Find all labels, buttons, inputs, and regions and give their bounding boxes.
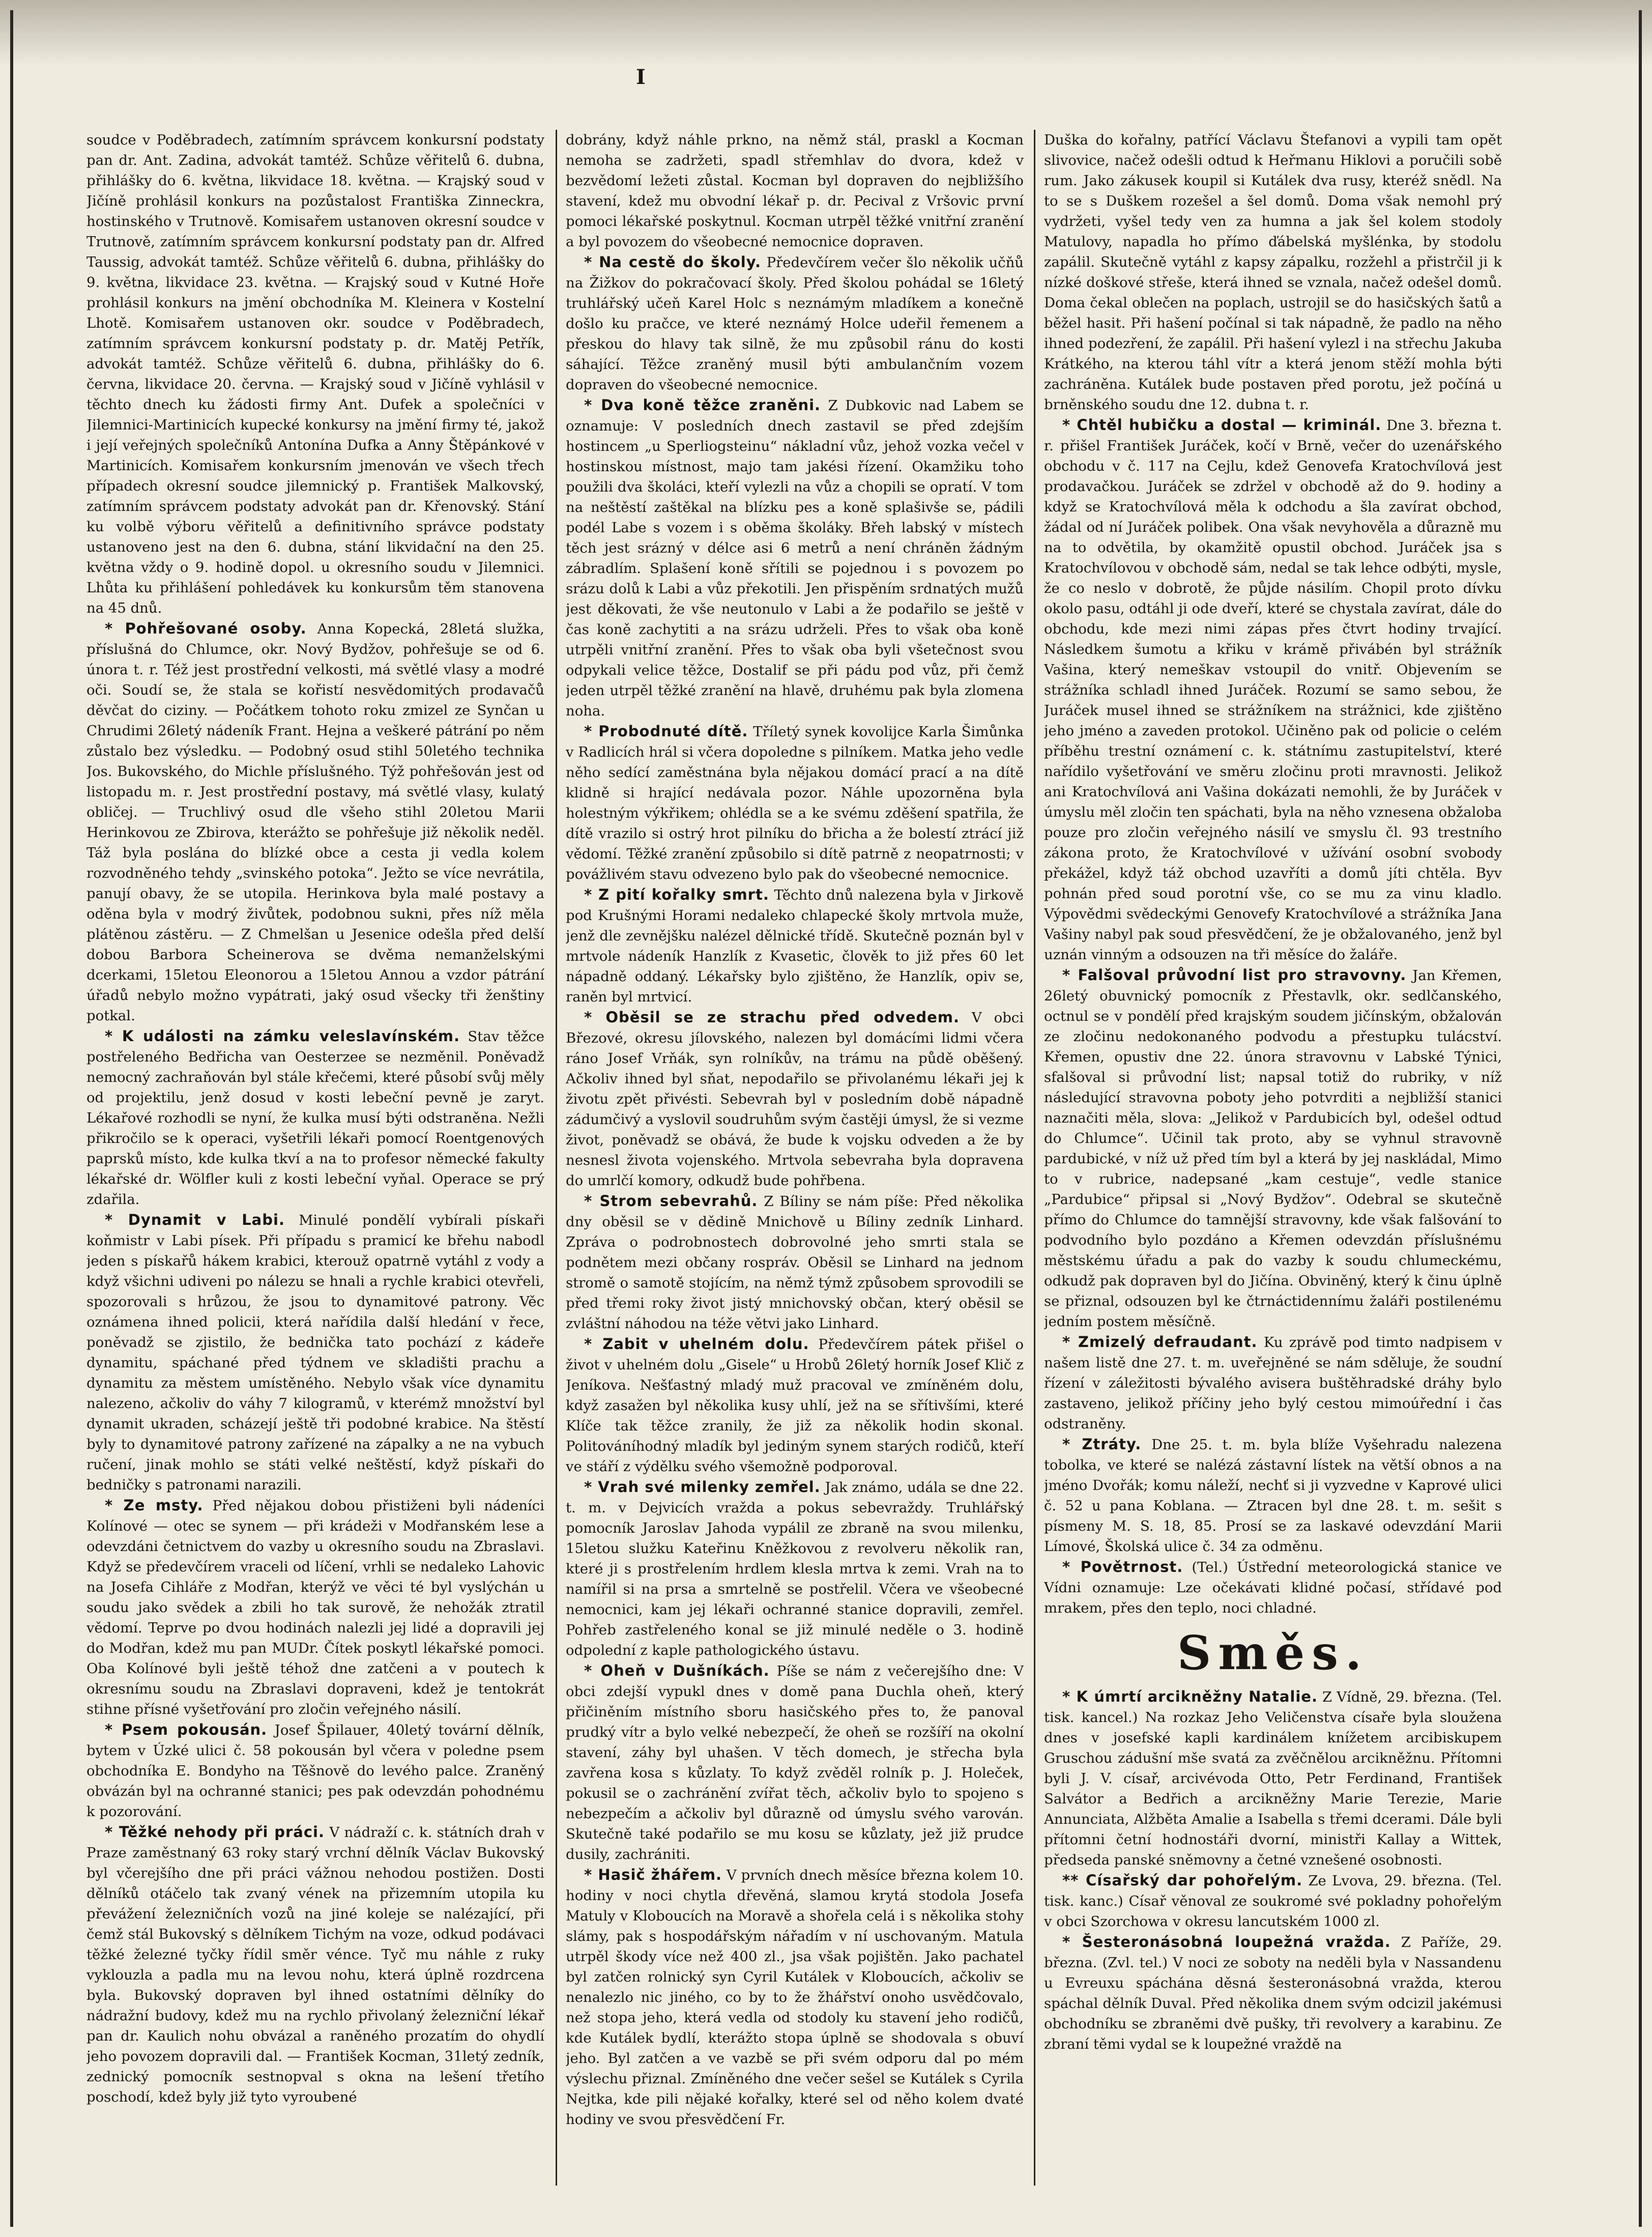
news-item-text: Ku zprávě pod timto nadpisem v našem listě dne 27. t. m. uveřejněné se nám sděluje, že soudní řízení v záležitosti bývalého avisera buštěhradské dráhy bylo zastaveno, jelikož příčiny jeho bylý cestou mimoúřední i čas odstraněny. — [1044, 1334, 1502, 1432]
news-item-heading: * K události na zámku veleslavínském. — [105, 1027, 460, 1045]
news-item — [1044, 1557, 1502, 1618]
news-item-heading: * Povětrnost. — [1062, 1558, 1183, 1575]
news-item-text: Ze Lvova, 29. března. (Tel. tisk. kanc.) Císař věnoval ze soukromé své pokladny pohořelým v obci Szorchowa v okresu lancutském 1000 zl. — [1044, 1873, 1502, 1930]
news-item-heading: * Dynamit v Labi. — [105, 1211, 285, 1228]
news-item — [1044, 1434, 1502, 1557]
news-item-heading: * Z pití kořalky smrt. — [584, 886, 769, 903]
news-item — [566, 721, 1024, 884]
news-item — [1044, 415, 1502, 965]
newspaper-columns — [86, 130, 1501, 2186]
news-item — [566, 1660, 1024, 1865]
column-1 — [86, 130, 544, 2186]
news-item-text: Tříletý synek kovolijce Karla Šimůnka v Radlicích hrál si včera dopoledne s pilníkem. Matka jeho vedle něho sedící zaměstnána byla nějakou domácí prací a na dítě klidně si hrající nedávala pozor. Náhle upozorněna byla holestným výkřikem; ohlédla se a ke svému zděšení spatřila, že dítě vrazilo si ostrý hrot pilníku do břicha a že bolestí ztrácí již vědomí. Těžké zranění způsobilo si dítě patrně z neopatrnosti; v povážlivém stavu odvezeno bylo pak do všeobecné nemocnice. — [566, 724, 1024, 882]
news-item-text: Před nějakou dobou přistiženi byli nádeníci Kolínové — otec se synem — při krádeži v Modřanském lese a odevzdáni četnictvem do vazby u okresního soudu na Zbraslavi. Když se předevčírem vraceli od líčení, vrhli se nedaleko Lahovic na Josefa Cihláře z Modřan, kterýž ve věci té byl vyslýchán u soudu jako svědek a zbili ho tak surově, že nehožák ztratil vědomí. Teprve po dvou hodinách nalezli jej lidé a dopravili jej do Modřan, kdež mu pan MUDr. Čítek poskytl lékařské pomoci. Oba Kolínové byli ještě téhož dne zatčeni a v poutech k okresnímu soudu na Zbraslavi dopraveni, kdež je tentokrát stihne přísné vyšetřování pro zločin veřejného násilí. — [86, 1498, 544, 1717]
news-item — [1044, 130, 1502, 415]
news-item-text: Dne 3. března t. r. přišel František Juráček, kočí v Brně, večer do uzenářského obchodu v č. 117 na Cejlu, kdež Genovefa Kratochvílová jest prodavačkou. Juráček se zdržel v obchodě až do 9. hodiny a když se Kratochvílová měla k odchodu a šla zavírat obchod, žádal od ní Juráček polibek. Ona však nevyhověla a důrazně mu na to odvětila, by okamžitě opustil obchod. Juráček jsa s Kratochvílovou v obchodě sám, nedal se tak lehce odbýti, mysle, že co neslo v dobrotě, že půjde násilím. Chopil proto dívku okolo pasu, odtáhl ji ode dveří, které se chystala zavírat, dále do obchodu, kde mezi nimi zápas přes čtvrt hodiny trvající. Následkem šumotu a křiku v krámě přivábén byl strážník Vašina, který nemeškav vstoupil do vnitř. Objevením se strážníka schladl ihned Juráček. Rozumí se samo sebou, že Juráček musel ihned se strážníkem na strážnici, kde zjištěno jeho jméno a zaveden protokol. Učiněno pak od policie o celém příběhu trestní oznámení c. k. státnímu zastupitelství, které nařídilo vyšetřování ve směru zločinu proti mravnosti. Jelikož ani Kratochvílová ani Vašina dokázati nemohli, že by Juráček v úmyslu měl zločin ten spáchati, byla na něho vznesena obžaloba pouze pro zločin veřejného násilí ve smyslu čl. 93 trestního zákona proto, že Kratochvílové v užívání osobní svobody překážel, když táž obchod uzavříti a domů jíti chtěla. Byv pohnán před soud porotní vše, co se mu za vinu kladlo. Výpovědmi svědeckými Genovefy Kratochvílové a strážníka Jana Vašiny nabyl pak soud přesvědčení, že je obžalovaného, jenž byl uznán vinným a odsouzen na tři měsíce do žaláře. — [1044, 417, 1502, 963]
news-item-heading: * Oheň v Dušníkách. — [584, 1662, 770, 1679]
news-item-heading: * Falšoval průvodní list pro stravovny. — [1062, 966, 1407, 984]
news-item-heading: * K úmrtí arcikněžny Natalie. — [1062, 1688, 1318, 1705]
news-item-text: Duška do kořalny, patřící Václavu Štefanovi a vypili tam opět slivovice, načež odešli odtud k Heřmanu Hiklovi a poručili sobě rum. Jako zákusek koupil si Kutálek dva rusy, kteréž snědl. Na to se s Duškem rozešel a šel domů. Doma však nemohl prý vydržeti, vyšel tedy ven za humna a jak šel kolem stodoly Matulovy, napadla ho přímo ďábelská myšlénka, by stodolu zapálil. Skutečně vytáhl z kapsy zápalku, rozžehl a přistrčil ji k nízké doškové střeše, která ihned se vznala, načež odešel domů. Doma čekal oblečen na poplach, ustrojil se do hasičských šatů a běžel hasit. Při hašení počínal si tak nápadně, že padlo na něho ihned podezření, že zapálil. Při hašení vylezl i na střechu Jakuba Krátkého, na kterou táhl vítr a která jenom stěží mohla býti zachráněna. Kutálek bude postaven před porotu, jež počíná u brněnského soudu dne 12. dubna t. r. — [1044, 132, 1502, 413]
news-item-text: Píše se nám z večerejšího dne: V obci zdejší vypukl dnes v domě pana Duchla oheň, který přičiněním místního sboru hasičského přes to, že panoval prudký vítr a bylo velké nebezpečí, že oheň se rozšíří na okolní stavení, záhy byl uhašen. V těch domech, je střecha byla zavřena kosa s kůzlaty. To když zvěděl rolník p. J. Holeček, pokusil se o zachránění zvířat těch, ačkoliv bylo to spojeno s nebezpečím a ačkoliv byl důrazně od úmyslu svého varován. Skutečně také podařilo se mu kosu se kůzlaty, jež již prudce dusily, zachrániti. — [566, 1663, 1024, 1862]
news-item-heading: * Ze msty. — [105, 1497, 204, 1514]
news-item — [566, 252, 1024, 395]
news-item-heading: * Strom sebevrahů. — [584, 1192, 758, 1210]
news-item-heading: * Zabit v uhelném dolu. — [584, 1335, 809, 1353]
news-item — [566, 1334, 1024, 1477]
column-3 — [1044, 130, 1502, 2186]
news-item-heading: * Šesteronásobná loupežná vražda. — [1062, 1933, 1391, 1951]
news-item-text: Z Paříže, 29. března. (Zvl. tel.) V noci ze soboty na neděli byla v Nassandenu u Evreuxu spáchána děsná šesteronásobná vražda, kterou spáchal dělník Duval. Před několika dnem svým odcizil jakémusi obchodníku se zbraněmi dvě pušky, tři revolvery a karabinu. Ze zbraní těmi vydal se k loupežné vraždě na — [1044, 1934, 1502, 2052]
news-item — [1044, 965, 1502, 1332]
column-rule-1 — [556, 130, 557, 2186]
news-item — [86, 1210, 544, 1495]
column-rule-2 — [1034, 130, 1035, 2186]
news-item-text: Minulé pondělí vybírali pískaři koňmistr v Labi písek. Při případu s pramicí ke břehu nabodl jeden s pískařů hákem krabici, kterouž opatrně vytáhl z vody a když všichni udiveni po nálezu se hnali a rychle krabici otevřeli, spozorovali s hrůzou, že jsou to dynamitové patrony. Věc oznámena ihned policii, která nařídila další hledání v řece, poněvadž se zjistilo, že bednička tato pochází z kádeře dynamitu, spáchané před týdnem ve skladišti prachu a dynamitu za městem umístěného. Nebylo však více dynamitu nalezeno, ačkoliv do váhy 7 kilogramů, v kterémž množství byl dynamit ukraden, scházejí ještě tři podobné krabice. Na štěstí byly to dynamitové patrony zařízené na zápalky a ne na vybuch ručení, jinak mohlo se státi velké neštěstí, když pískaři do bedničky s patronami narazili. — [86, 1212, 544, 1493]
news-item-text: Anna Kopecká, 28letá služka, příslušná do Chlumce, okr. Nový Bydžov, pohřešuje se od 6. února t. r. Též jest prostřední velkosti, má světlé vlasy a modré oči. Soudí se, že stala se kořistí nesvědomitých prodavačů děvčat do ciziny. — Počátkem tohoto roku zmizel ze Synčan u Chrudimi 26letý nádeník Frant. Hejna a veškeré pátrání po něm zůstalo bez výsledku. — Podobný osud stihl 50letého technika Jos. Bukovského, do Michle příslušného. Týž pohřešován jest od listopadu m. r. Jest prostřední postavy, má světlé vlasy, kulatý obličej. — Truchlivý osud dle všeho stihl 20letou Marii Herinkovou ze Zbirova, kterážto se pohřešuje již několik neděl. Táž byla poslána do blízké obce a cesta ji vedla kolem rozvodněného tehdy „svinského potoka“. Ježto se více nevrátila, panují obavy, že se utopila. Herinkova byla malé postavy a oděna byla v modrý živůtek, podobnou sukni, přes níž měla plátěnou zástěru. — Z Chmelšan u Jesenice odešla před delší dobou Barbora Scheinerova se dvěma nemanželskými dcerkami, 15letou Eleonorou a 15letou Annou a vzdor pátrání úřadů nebylo možno vypátrati, jaký osud všecky tři ženštiny potkal. — [86, 621, 544, 1024]
page-folio: I — [636, 65, 646, 89]
news-item — [1044, 1332, 1502, 1434]
news-item — [1044, 1932, 1502, 2054]
news-item-heading: * Ztráty. — [1062, 1436, 1142, 1453]
news-item-heading: * Zmizelý defraudant. — [1062, 1333, 1258, 1351]
news-item-text: V prvních dnech měsíce března kolem 10. hodiny v noci chytla dřevěná, slamou krytá stodola Josefa Matuly v Kloboucích na Moravě a shořela celá i s několika stohy slámy, pak s hospodářským nářadím v ní uschovaným. Matula utrpěl škody více než 400 zl., jsa však pojištěn. Jako pachatel byl zatčen rolnický syn Cyril Kutálek v Kloboucích, ačkoliv se nenalezlo nic jiného, co by to že žhářství onoho usvědčovalo, než stopa jeho, která vedla od stodoly ku stavení jeho rodičů, kde Kutálek bydlí, kterážto stopa úplně se shodovala s obuví jeho. Byl zatčen a ve vazbě se při svém odporu dal po mém výslechu přiznal. Zmíněného dne večer sešel se Kutálek s Cyrila Nejtka, kde pili nějaké kořalky, které sel od něho kolem dvaté hodiny ve svou přesvědčení Fr. — [566, 1867, 1024, 2128]
news-item — [86, 618, 544, 1026]
news-item — [86, 1495, 544, 1719]
news-item-heading: * Těžké nehody při práci. — [105, 1823, 325, 1841]
news-item-heading: * Na cestě do školy. — [584, 253, 761, 271]
news-item-heading: * Dva koně těžce zraněni. — [584, 396, 821, 414]
news-item-heading: * Hasič žhářem. — [584, 1866, 722, 1883]
news-item-heading: * Oběsil se ze strachu před odvedem. — [584, 1009, 960, 1026]
news-item-heading: * Chtěl hubičku a dostal — kriminál. — [1062, 416, 1382, 434]
news-item-text: Jan Křemen, 26letý obuvnický pomocník z Přestavlk, okr. sedlčanského, octnul se v pondělí před krajským soudem jičínským, obžalován ze zločinu nedokonaného podvodu a přestupku tulácství. Křemen, opustiv dne 22. února stravovnu v Labské Týnici, sfalšoval si průvodní list; napsal totiž do rubriky, v níž následující stravovna poboty jeho potvrditi a nejbližší stanici naznačiti měla, slova: „Jelikož v Pardubicích byl, odešel odtud do Chlumce“. Učinil tak proto, aby se vyhnul stravovně pardubické, v níž už před tím byl a která by jej naskládal, Mimo to v rubrice, nadepsané „kam cestuje“, vedle stanice „Pardubice“ připsal si „Nový Bydžov“. Odebral se skutečně přímo do Chlumce do tamnější stravovny, kde však falšování to podvodního bylo pozdáno a Křemen odevzdán příslušnému městskému úřadu a pak do vazby k soudu chlumeckému, odkudž pak dopraven byl do Jičína. Obviněný, který k činu úplně se přiznal, odsouzen byl ke čtrnáctidennímu žaláři postilenému jedním postem měsíčně. — [1044, 967, 1502, 1330]
news-item — [86, 130, 544, 618]
news-item — [86, 1719, 544, 1822]
news-item-heading: * Pohřešované osoby. — [105, 620, 307, 637]
news-item — [566, 1865, 1024, 2130]
news-item-text: Těchto dnů nalezena byla v Jirkově pod Krušnými Horami nedaleko chlapecké školy mrtvola muže, jenž dle zevnějšku nalézel dělnické třídě. Skutečně poznán byl v mrtvole nádeník Hanzlík z Kvasetic, člověk to již přes 60 let nápadně oddaný. Lékařsky bylo zjištěno, že Hanzlík, opiv se, raněn byl mrtvicí. — [566, 887, 1024, 1005]
news-item-heading: ** Císařský dar pohořelým. — [1062, 1872, 1303, 1889]
news-item — [566, 1191, 1024, 1334]
news-item-heading: * Vrah své milenky zemřel. — [584, 1478, 821, 1496]
news-item-text: Josef Špilauer, 40letý tovární dělník, bytem v Úzké ulici č. 58 pokousán byl včera v poledne psem obchodníka E. Bondyho na Těšnově do levého palce. Zraněný obvázán byl na ochranné stanici; pes pak odevzdán pohodnému k pozorování. — [86, 1722, 544, 1820]
news-item-text: (Tel.) Ústřední meteorologická stanice ve Vídni oznamuje: Lze očekávati klidné počasí, střídavé pod mrakem, přes den teplo, noci chladné. — [1044, 1559, 1502, 1616]
news-item — [566, 130, 1024, 252]
news-item-text: Z Bíliny se nám píše: Před několika dny oběsil se v dědině Mnichově u Bíliny zedník Linhard. Zpráva o podrobnostech dobrovolné jeho smrti stala se podnětem mezi občany rospráv. Oběsil se Linhard na jednom stromě o samotě stojícím, na němž týmž způsobem sprovodili se před třemi roky život jistý mnichovský občan, který oběsil se zvláštní náhodou na téže větvi jako Linhard. — [566, 1193, 1024, 1332]
news-item — [1044, 1686, 1502, 1870]
news-item-text: Předevčírem pátek přišel o život v uhelném dolu „Gisele“ u Hrobů 26letý horník Josef Klič z Jeníkova. Nešťastný mladý muž pracoval ve zmíněném dolu, když zasažen byl několika kusy uhlí, jež na se sřítivšími, které Klíče tak těžce zranily, že již za několik hodin skonal. Politováníhodný mladík byl jediným synem starých rodičů, kteří ve stáří z výdělku svého všemožně podporoval. — [566, 1336, 1024, 1475]
column-2 — [566, 130, 1024, 2186]
news-item — [86, 1822, 544, 2107]
news-item-text: Dne 25. t. m. byla blíže Vyšehradu nalezena tobolka, ve které se nalézá zástavní lístek na větší obnos a na jméno Dvořák; komu náleží, nechť si ji vyzvedne v Kaprové ulici č. 52 u pana Koblana. — Ztracen byl dne 28. t. m. sešit s písmeny M. S. 18, 85. Prosí se za laskavé odevzdání Marii Límové, Školská ulice č. 34 za odměnu. — [1044, 1437, 1502, 1555]
news-item-text: Předevčírem večer šlo několik učňů na Žižkov do pokračovací školy. Před školou pohádal se 16letý truhlářský učeň Karel Holc s neznámým mladíkem a konečně došlo ku pračce, ve které neznámý Holce udeřil řemenem a přeskou do hlavy tak silně, že mu způsobil ránu do kosti sáhající. Těžce zraněný musil býti ambulančním vozem dopraven do všeobecné nemocnice. — [566, 254, 1024, 393]
news-item-text: soudce v Poděbradech, zatímním správcem konkursní podstaty pan dr. Ant. Zadina, advokát tamtéž. Schůze věřitelů 6. dubna, přihlášky do 6. května, likvidace 18. května. — Krajský soud v Jičíně prohlásil konkurs na pozůstalost Františka Zinneckra, hostinského v Trutnově. Komisařem ustanoven okresní soudce v Trutnově, zatímním správcem konkursní podstaty pan dr. Alfred Taussig, advokát tamtéž. Schůze věřitelů 6. dubna, přihlášky do 9. května, likvidace 23. května. — Krajský soud v Kutné Hoře prohlásil konkurs na jmění obchodníka M. Kleinera v Kostelní Lhotě. Komisařem ustanoven okr. soudce v Poděbradech, zatímním správcem konkursní podstaty p. dr. Matěj Petřík, advokát tamtéž. Schůze věřitelů 6. dubna, přihlášky do 6. června, likvidace 20. června. — Krajský soud v Jičíně vyhlásil v těchto dnech ku žádosti firmy Ant. Dufek a společníci v Jilemnici-Martinicích kupecké konkursy na jmění firmy té, jakož i její veřejných společníků Antonína Dufka a Anny Štěpánkové v Martinicích. Komisařem konkursním jmenován ve všech třech případech okresní soudce jilemnický p. František Malkovský, zatímním správcem podstaty advokát pan dr. Křenovský. Stání ku volbě výboru věřitelů a definitivního správce podstaty ustanoveno jest na den 6. dubna, stání likvidační na den 25. května vždy o 9. hodině dopol. u okresního soudu v Jilemnici. Lhůta ku přihlášení pohledávek ku konkursům těm stanovena na 45 dnů. — [86, 132, 544, 616]
news-item-text: Jak známo, udála se dne 22. t. m. v Dejvicích vražda a pokus sebevraždy. Truhlářský pomocník Jaroslav Jahoda vypálil ze zbraně na svou milenku, 15letou služku Kateřinu Kněžkovou z revolveru několik ran, které ji s prostřelením hrdlem klesla mrtva k zemi. Vrah na to namířil si na prsa a smrtelně se postřelil. Včera ve všeobecné nemocnici, kam jej lékaři ochranné stanice dopravili, zemřel. Pohřeb zastřeleného konal se již minulé neděle o 3. hodině odpolední z kaple pathologického ústavu. — [566, 1479, 1024, 1658]
news-item — [566, 1477, 1024, 1660]
news-item-heading: * Psem pokousán. — [105, 1721, 268, 1738]
news-item — [566, 395, 1024, 721]
news-item — [566, 1007, 1024, 1191]
news-item-text: dobrány, když náhle prkno, na němž stál, praskl a Kocman nemoha se zadržeti, spadl střemhlav do dvora, kdež v bezvědomí ležeti zůstal. Kocman byl dopraven do nejbližšího stavení, kdež mu obvodní lékař p. dr. Pecival z Vršovic první pomoci lékařské poskytnul. Kocman utrpěl těžké vnitřní zranění a byl povozem do všeobecné nemocnice dopraven. — [566, 132, 1024, 250]
news-item — [86, 1026, 544, 1210]
news-item — [1044, 1870, 1502, 1932]
news-item-text: Z Vídně, 29. března. (Tel. tisk. kancel.) Na rozkaz Jeho Veličenstva císaře byla sloužena dnes v josefské kapli kardinálem knížetem arcibiskupem Gruschou zádušní mše svatá za zvěčnělou arcikněžnu. Přítomni byli J. V. císař, arcivévoda Otto, Petr Ferdinand, František Salvátor a Bedřich a arcikněžny Marie Terezie, Marie Annunciata, Alžběta Amalie a Isabella s třemi dcerami. Dále byli přítomni četní hodnostáři dvorní, ministři Kallay a Wittek, předseda panské sněmovny a četné vznešené osobnosti. — [1044, 1689, 1502, 1868]
news-item-text: Stav těžce postřeleného Bedřicha van Oesterzee se nezměnil. Poněvadž nemocný zachraňován byl stále křečemi, které působí svůj měly od projektilu, jenž dosud v kosti lebeční pevně je zaryt. Lékařové rozhodli se nyní, že kulka musí býti odstraněna. Nežli přikročilo se k operaci, vyšetřili lékaři pomocí Roentgenových paprsků místo, kde kulka tkví a na to profesor německé fakulty lékařské dr. Wölfler kuli z kosti lebeční vyňal. Operace se prý zdařila. — [86, 1028, 544, 1208]
news-item-heading: * Probodnuté dítě. — [584, 723, 748, 740]
section-heading: Směs. — [1177, 1625, 1369, 1680]
news-item-text: V nádraží c. k. státních drah v Praze zaměstnaný 63 roky starý vrchní dělník Václav Bukovský byl včerejšího dne při práci vážnou nehodou postižen. Dosti dělníků otáčelo tak zvaný vének na přizemním utopila ku převážení železničních vozů na jiné koleje se nalézající, při čemž stál Bukovský s dělníkem Tichým na voze, odkud podávaci těžké železné tyčky řídil směr vénce. Tyč mu náhle z ruky vyklouzla a padla mu na levou nohu, která úplně rozdrcena byla. Bukovský dopraven byl ihned ostatními dělníky do nádražní budovy, kdež mu na rychlo přivolaný železniční lékař pan dr. Kaulich nohu obvázal a raněného prozatím do ohydlí jeho povozem dopravili dal. — František Kocman, 31letý zedník, zednický pomocník sestnopval s okna na lešení třetího poschodí, kdež byly již tyto vyroubené — [86, 1824, 544, 2105]
news-item — [566, 884, 1024, 1007]
news-item-text: Z Dubkovic nad Labem se oznamuje: V posledních dnech zastavil se před zdejším hostincem „u Sperliogsteinu“ nákladní vůz, jehož vozka večel v hostinskou místnost, majo tam jakési řízení. Okamžiku toho použili dva školáci, kteří vylezli na vůz a chopili se opratí. V tom na neštěstí zaštěkal na blízku pes a koně splašivše se, pádili podél Labe s vozem i s oběma školáky. Břeh labský v místech těch jest srázný v délce asi 6 metrů a není chráněn žádným zábradlím. Splašení koně sřítili se pojednou i s povozem po srázu dolů k Labi a vůz překotili. Jen přispěním srdnatých mužů jest děkovati, že vše neutonulo v Labi a že podařilo se ještě v čas koně zachytiti a na srázu udrželi. Přes to však oba koně utrpěli vnitřní zranění. Přes to však oba byli všetečnost svou odpykali velice těžce, Dostalif se při pádu pod vůz, při čemž jeden utrpěl těžké zranění na hlavě, druhému pak byla zlomena noha. — [566, 397, 1024, 719]
news-item-text: V obci Březové, okresu jílovského, nalezen byl domácími lidmi včera ráno Josef Vrňák, syn rolníkův, na trámu na půdě oběšený. Ačkoliv ihned byl sňat, nepodařilo se přivolanému lékaři jej k životu zpět přivésti. Sebevrah byl v posledním době nápadně zádumčivý a vyslovil soudruhům svým častěji úmysl, že si vezme život, poněvadž se obává, že bude k vojsku odveden a že by nesnesl života vojenského. Mrtvola sebevraha byla dopravena do umrlčí komory, odkudž bude pohřbena. — [566, 1010, 1024, 1189]
